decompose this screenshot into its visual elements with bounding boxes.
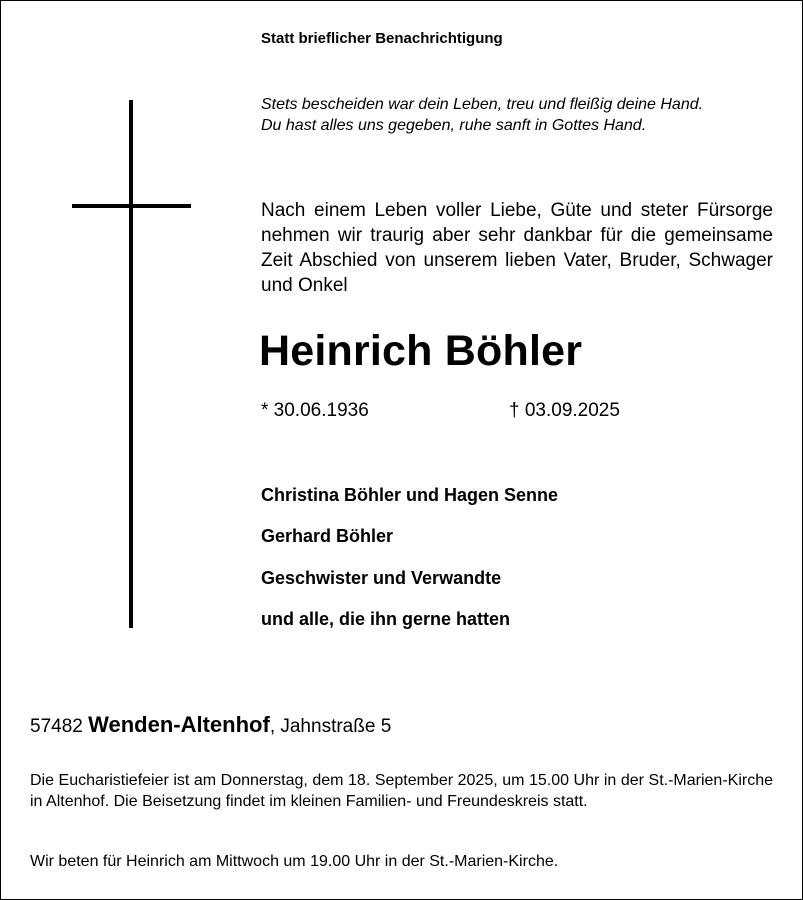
mourner-2: Gerhard Böhler — [261, 526, 394, 546]
mourner-1: Christina Böhler und Hagen Senne — [261, 485, 559, 505]
cross-horizontal-bar — [72, 204, 191, 208]
cross-vertical-bar — [129, 100, 133, 628]
service-paragraph: Die Eucharistiefeier ist am Donnerstag, dem 18. September 2025, um 15.00 Uhr in der St.-Marien-Kirche in Altenhof. Die Beisetzung findet im kleinen Familien- und Freundeskreis statt. — [30, 772, 773, 810]
verse-line-2: Du hast alles uns gegeben, ruhe sanft in Gottes Hand. — [261, 117, 647, 134]
memorial-verse — [261, 94, 703, 136]
deceased-name: Heinrich Böhler — [259, 327, 583, 375]
verse-line-1: Stets bescheiden war dein Leben, treu und fleißig deine Hand. — [261, 96, 704, 113]
notice-header: Statt brieflicher Benachrichtigung — [261, 30, 503, 47]
address-postal-code: 57482 — [30, 716, 83, 737]
address-city: Wenden-Altenhof — [88, 712, 270, 737]
mourner-4: und alle, die ihn gerne hatten — [261, 609, 511, 629]
prayer-notice: Wir beten für Heinrich am Mittwoch um 19.00 Uhr in der St.-Marien-Kirche. — [30, 853, 559, 870]
family-address — [30, 712, 391, 738]
service-details — [30, 770, 773, 812]
intro-paragraph: Nach einem Leben voller Liebe, Güte und steter Fürsorge nehmen wir traurig aber sehr dankbar für die gemeinsame Zeit Abschied von unserem lieben Vater, Bruder, Schwager und Onkel — [261, 200, 773, 296]
intro-text — [261, 198, 773, 298]
address-street: , Jahnstraße 5 — [269, 716, 392, 737]
birth-date: * 30.06.1936 — [261, 400, 369, 421]
death-date: † 03.09.2025 — [509, 400, 620, 421]
mourner-3: Geschwister und Verwandte — [261, 568, 502, 588]
